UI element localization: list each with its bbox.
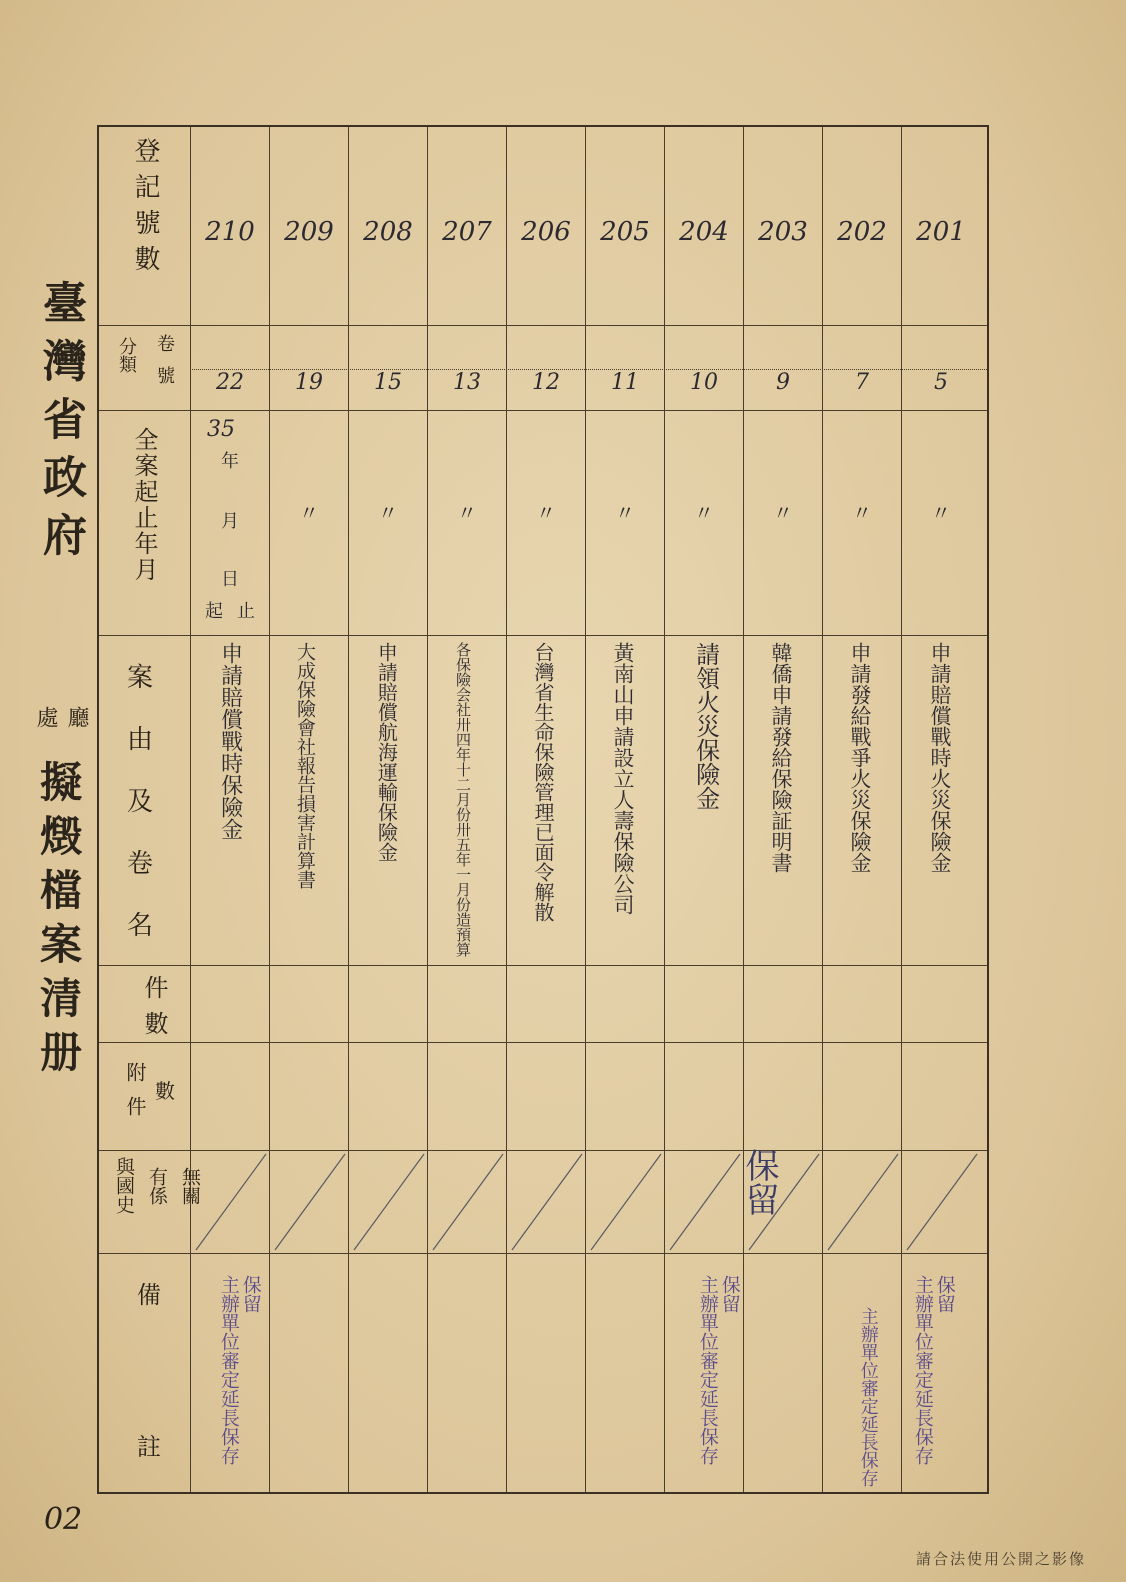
reg-number-204: 204 — [679, 217, 729, 247]
header-volume: 卷號 — [154, 334, 175, 398]
volume-number-22: 22 — [216, 370, 244, 395]
subject-202: 申請發給戰爭火災保險金 — [848, 642, 872, 873]
header-remarks-2: 註 — [137, 1433, 161, 1461]
volume-number-9: 9 — [776, 370, 790, 395]
subject-201: 申請賠償戰時火災保險金 — [928, 642, 952, 873]
volume-number-7: 7 — [855, 370, 869, 395]
page-number: 02 — [44, 1502, 83, 1537]
volume-number-11: 11 — [611, 370, 639, 395]
retention-stamp-202: 主辦單位審定延長保存 — [857, 1307, 879, 1487]
period-year-mark: 年 — [221, 451, 239, 472]
period-day-mark: 日 — [221, 569, 239, 590]
header-remarks-1: 備 — [137, 1281, 161, 1309]
reg-number-203: 203 — [758, 217, 808, 247]
reg-number-207: 207 — [442, 217, 492, 247]
period-ditto-206: 〃 — [536, 501, 556, 525]
reg-number-206: 206 — [521, 217, 571, 247]
reg-number-202: 202 — [837, 217, 887, 247]
period-month-mark: 月 — [221, 511, 239, 532]
retention-stamp-210: 保留 主辦單位審定延長保存 — [217, 1275, 262, 1465]
handwritten-signature: 保留 — [739, 1148, 779, 1216]
subject-206: 台灣省生命保險管理已面令解散 — [531, 642, 555, 922]
period-ditto-207: 〃 — [457, 501, 477, 525]
volume-number-13: 13 — [453, 370, 481, 395]
retention-stamp-201: 保留 主辦單位審定延長保存 — [911, 1275, 956, 1465]
retention-stamp-204: 保留 主辦單位審定延長保存 — [696, 1275, 741, 1465]
period-ditto-203: 〃 — [773, 501, 793, 525]
header-national-history: 無關 有係 與國史 — [113, 1157, 201, 1214]
volume-number-19: 19 — [295, 370, 323, 395]
subunit-ting: 廳 — [64, 706, 89, 728]
subject-209: 大成保險會社報告損害計算書 — [294, 642, 316, 889]
reg-number-208: 208 — [363, 217, 413, 247]
volume-number-15: 15 — [374, 370, 402, 395]
subject-205: 黃南山申請設立人壽保險公司 — [611, 642, 635, 915]
period-ditto-205: 〃 — [615, 501, 635, 525]
period-ditto-204: 〃 — [694, 501, 714, 525]
national-history-strikes — [190, 1150, 987, 1253]
period-ditto-208: 〃 — [378, 501, 398, 525]
header-count: 件數 — [140, 975, 168, 1047]
reg-number-209: 209 — [284, 217, 334, 247]
document-title: 擬燬檔案清册 — [34, 760, 83, 1084]
header-reg-no: 登記號數 — [130, 137, 160, 281]
header-attachment-count: 數 — [155, 1079, 175, 1103]
office-subunits — [30, 706, 92, 728]
office-name: 臺灣省政府 — [35, 280, 86, 570]
subject-204: 請領火災保險金 — [691, 642, 720, 810]
period-ditto-209: 〃 — [299, 501, 319, 525]
usage-watermark: 請合法使用公開之影像 — [916, 1550, 1087, 1568]
subunit-chu: 處 — [33, 706, 58, 728]
subject-203: 韓僑申請發給保險証明書 — [769, 642, 793, 873]
volume-number-5: 5 — [934, 370, 948, 395]
header-attachment: 附件 — [123, 1062, 147, 1130]
subject-210: 申請賠償戰時保險金 — [217, 642, 243, 840]
volume-number-10: 10 — [690, 370, 718, 395]
period-ditto-202: 〃 — [852, 501, 872, 525]
subject-208: 申請賠償航海運輸保險金 — [374, 642, 399, 862]
period-start-mark: 起 — [205, 601, 223, 622]
subject-207: 各保險会社卅四年十二月份卅五年一月份造預算 — [454, 642, 472, 957]
header-subject: 案 由 及 卷 名 — [127, 663, 154, 941]
period-end-mark: 止 — [237, 601, 255, 622]
period-year-value: 35 — [207, 417, 235, 442]
reg-number-201: 201 — [916, 217, 966, 247]
period-ditto-201: 〃 — [931, 501, 951, 525]
header-classification: 分類 — [116, 337, 137, 373]
reg-number-205: 205 — [600, 217, 650, 247]
register-form — [97, 125, 989, 1494]
volume-number-12: 12 — [532, 370, 560, 395]
header-period: 全案起止年月 — [130, 427, 158, 583]
reg-number-210: 210 — [205, 217, 255, 247]
